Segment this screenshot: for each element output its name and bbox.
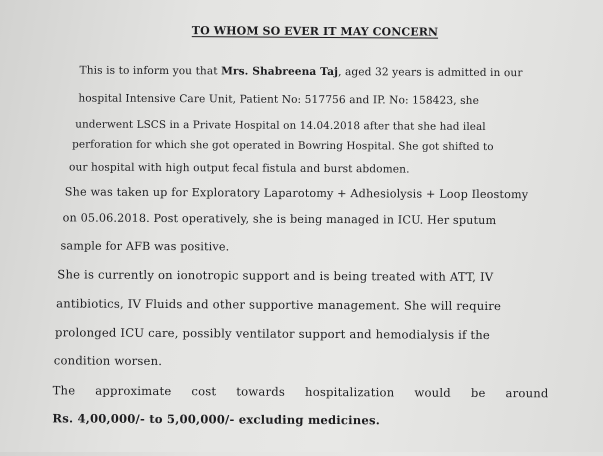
para4-line1: The approximate cost towards hospitalization would be around [52, 383, 549, 401]
para3-line4: condition worsen. [53, 353, 163, 368]
para1-line4: perforation for which she got operated in Bowring Hospital. She got shifted to [72, 138, 494, 154]
para3-line3: prolonged ICU care, possibly ventilator support and hemodialysis if the [54, 325, 491, 342]
para1-line1: This is to inform you that Mrs. Shabreena Taj, aged 32 years is admitted in our [79, 64, 523, 80]
para1-line2: hospital Intensive Care Unit, Patient No: 517756 and IP. No: 158423, she [78, 92, 480, 107]
para1-line3: underwent LSCS in a Private Hospital on 14.04.2018 after that she had ileal [75, 118, 486, 133]
para2-line2: on 05.06.2018. Post operatively, she is being managed in ICU. Her sputum [62, 211, 497, 228]
cost-amount-line: Rs. 4,00,000/- to 5,00,000/- excluding medicines. [52, 411, 381, 428]
para2-line3: sample for AFB was positive. [60, 239, 230, 254]
para3-line2: antibiotics, IV Fluids and other supportive management. She will require [56, 296, 502, 314]
para2-line1: She was taken up for Exploratory Laparotomy + Adhesiolysis + Loop Ileostomy [64, 185, 529, 202]
patient-name: Mrs. Shabreena Taj [221, 65, 339, 79]
para3-line1: She is currently on ionotropic support and is being treated with ATT, IV [57, 267, 494, 285]
letter-heading: TO WHOM SO EVER IT MAY CONCERN [191, 24, 439, 39]
para1-line5: our hospital with high output fecal fistula and burst abdomen. [68, 161, 410, 176]
